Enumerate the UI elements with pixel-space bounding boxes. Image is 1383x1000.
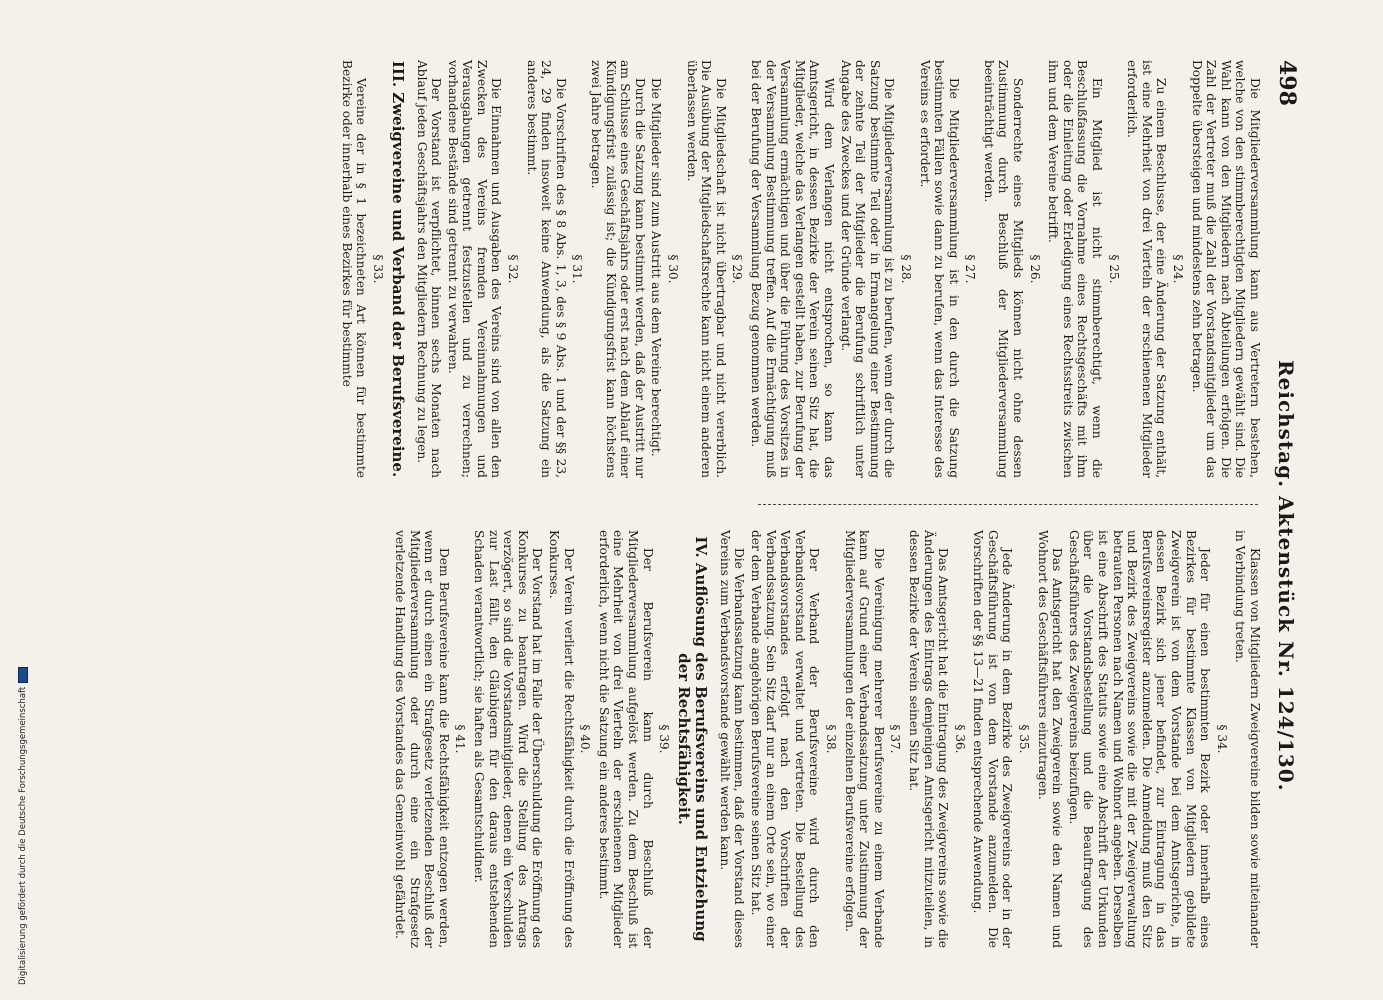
section-heading: § 27. bbox=[963, 254, 978, 284]
section-heading: § 29. bbox=[730, 254, 745, 284]
right-column bbox=[391, 530, 1262, 948]
paragraph: Ein Mitglied ist nicht stimmberechtigt, wenn die Beschlußfassung die Vornahme eines Rechtsgeschäfts mit ihm oder die Einleitung oder Erledigung eines Rechtsstreits zwischen ihm und dem Vereine betrifft. bbox=[1046, 60, 1105, 478]
section-heading: § 31. bbox=[570, 254, 585, 284]
paragraph: Die Mitgliederversammlung ist zu berufen, wenn der durch die Satzung bestimmte Teil oder in Ermangelung einer Bestimmung der zehnte Teil der Mitglieder die Berufung schriftlich unter Angabe des Zweckes und der Gründe verlangt. bbox=[838, 60, 897, 478]
paragraph: Die Mitgliedschaft ist nicht übertragbar und nicht vererblich. Die Ausübung der Mitgliedschaftsrechte kann nicht einem anderen überlassen werden. bbox=[684, 60, 728, 478]
section-heading: § 35. bbox=[1017, 724, 1032, 754]
section-heading: § 37. bbox=[888, 724, 903, 754]
section-heading: § 30. bbox=[666, 254, 681, 284]
paragraph: Der Verband der Berufsvereine wird durch den Verbandsvorstand verwaltet und vertreten. Die Bestellung des Verbandsvorstandes erfolgt nach den Vorschriften der Verbandssatzung. Sein Sitz darf nur an einem Orte sein, wo einer der dem Verbande angehörigen Berufsvereine seinen Sitz hat. bbox=[749, 530, 822, 948]
section-heading: § 26. bbox=[1027, 254, 1042, 284]
paragraph: Das Amtsgericht hat den Zweigverein sowie den Namen und Wohnort des Geschäftsführers einzutragen. bbox=[1035, 530, 1065, 948]
column-divider bbox=[758, 504, 1258, 505]
section-heading: § 34. bbox=[1214, 724, 1229, 754]
section-heading: § 28. bbox=[898, 254, 913, 284]
paragraph: Durch die Satzung kann bestimmt werden, daß der Austritt nur am Schlusse eines Geschäftsjahrs oder erst nach dem Ablauf einer Kündigungsfrist zulässig ist; die Kündigungsfrist kann höchstens zwei Jahre betragen. bbox=[589, 60, 647, 478]
paragraph: Die Mitgliederversammlung ist in den durch die Satzung bestimmten Fällen sowie dann zu berufen, wenn das Interesse des Vereins es erfordert. bbox=[917, 60, 961, 478]
paragraph: Der Vorstand hat im Falle der Überschuldung die Eröffnung des Konkurses zu beantragen. Wird die Stellung des Antrags verzögert, so sind die Vorstandsmitglieder, denen ein Verschulden zur Last fällt, den Gläubigern für den daraus entstehenden Schaden verantwortlich; sie haften als Gesamtschuldner. bbox=[472, 530, 545, 948]
paragraph: Jede Änderung in dem Bezirke des Zweigvereins oder in der Geschäftsführung ist von dem Vorstande anzumelden. Die Vorschriften der §§ 13—21 finden entsprechende Anwendung. bbox=[971, 530, 1015, 948]
paragraph: Der Verein verliert die Rechtsfähigkeit durch die Eröffnung des Konkurses. bbox=[547, 530, 576, 948]
page-number: 498 bbox=[1274, 60, 1300, 106]
paragraph: Der Berufsverein kann durch Beschluß der Mitgliederversammlung aufgelöst werden. Zu dem Beschluß ist eine Mehrheit von drei Vierteln der erschienenen Mitglieder erforderlich, wenn nicht die Satzung ein anderes bestimmt. bbox=[596, 530, 655, 948]
left-column bbox=[337, 60, 1262, 478]
paragraph: Vereine der in § 1 bezeichneten Art können für bestimmte Bezirke oder innerhalb eines Bezirkes für bestimmte bbox=[339, 60, 369, 478]
paragraph: Wird dem Verlangen nicht entsprochen, so kann das Amtsgericht, in dessen Bezirke der Verein seinen Sitz hat, die Mitglieder, welche das Verlangen gestellt haben, zur Berufung der Versammlung ermächtigen und über die Führung des Vorsitzes in der Versammlung Bestimmung treffen. Auf die Ermächtigung muß bei der Berufung der Versammlung Bezug genommen werden. bbox=[749, 60, 836, 478]
section-heading: § 39. bbox=[657, 724, 672, 754]
paragraph: Das Amtsgericht hat die Eintragung des Zweigvereins sowie die Änderungen des Eintrags demjenigen Amtsgericht mitzuteilen, in dessen Bezirke der Verein seinen Sitz hat. bbox=[906, 530, 951, 948]
section-heading: § 32. bbox=[506, 254, 521, 284]
paragraph: Jeder für einen bestimmten Bezirk oder innerhalb eines Bezirkes für bestimmte Klassen von Mitgliedern gebildete Zweigverein ist von dem Vorstande bei dem Amtsgerichte, in dessen Bezirk sich jener befindet, zur Eintragung in das Berufsvereinsregister anzumelden. Die Anmeldung muß den Sitz und Bezirk des Zweigvereins sowie die mit der Zweigverwaltung betrauten Personen nach Namen und Wohnort angeben. Derselben ist eine Abschrift des Statuts sowie eine Abschrift der Urkunden über die Vorstandsbestellung und die Beauftragung des Geschäftsführers des Zweigvereins beizufügen. bbox=[1066, 530, 1213, 948]
page-title: Reichstag. Aktenstück Nr. 124/130. bbox=[1274, 360, 1298, 792]
paragraph: Die Einnahmen und Ausgaben des Vereins sind von allen den Zwecken des Vereins fremden Vereinnahmungen und Verausgabungen getrennt festzustellen und zu verrechnen; vorhandene Bestände sind getrennt zu verwahren. bbox=[445, 60, 504, 478]
section-heading: § 36. bbox=[952, 724, 967, 754]
dfg-logo-icon bbox=[18, 667, 28, 683]
page-header bbox=[1268, 60, 1306, 970]
digitization-note-text: Digitalisierung gefördert durch die Deutsche Forschungsgemeinschaft bbox=[18, 686, 28, 985]
document-page bbox=[66, 60, 1306, 970]
section-heading: § 40. bbox=[578, 724, 593, 754]
section-heading: § 38. bbox=[823, 724, 838, 754]
section-heading: § 41. bbox=[453, 724, 468, 754]
paragraph: Die Mitglieder sind zum Austritt aus dem Vereine berechtigt. bbox=[649, 78, 664, 457]
paragraph: Sonderrechte eines Mitglieds können nicht ohne dessen Zustimmung durch Beschluß der Mitgliederversammlung beeinträchtigt werden. bbox=[981, 60, 1026, 478]
digitization-note bbox=[18, 667, 28, 985]
section-heading: § 25. bbox=[1106, 254, 1121, 284]
part-heading: IV. Auflösung des Berufsvereins und Entziehung der Rechtsfähigkeit. bbox=[675, 536, 711, 942]
paragraph: Klassen von Mitgliedern Zweigvereine bilden sowie miteinander in Verbindung treten. bbox=[1233, 530, 1262, 948]
section-heading: § 33. bbox=[370, 254, 385, 284]
part-heading: III. Zweigvereine und Verband der Berufsvereine. bbox=[388, 60, 407, 478]
paragraph: Die Verbandssatzung kann bestimmen, daß der Vorstand dieses Vereins zum Verbandsvorstande gewählt werden kann. bbox=[717, 530, 747, 948]
paragraph: Dem Berufsvereine kann die Rechtsfähigkeit entzogen werden, wenn er durch einen ein Strafgesetz verletzenden Beschluß der Mitgliederversammlung oder durch eine ein Strafgesetz verletzende Handlung des Vorstandes das Gemeinwohl gefährdet. bbox=[393, 530, 451, 948]
section-heading: § 24. bbox=[1171, 254, 1186, 284]
paragraph: Zu einem Beschlusse, der eine Änderung der Satzung enthält, ist eine Mehrheit von drei Vierteln der erschienenen Mitglieder erforderlich. bbox=[1125, 60, 1169, 478]
paragraph: Die Mitgliederversammlung kann aus Vertretern bestehen, welche von den stimmberechtigten Mitgliedern gewählt sind. Die Wahl kann von den Mitgliedern nach Abteilungen erfolgen. Die Zahl der Vertreter muß die Zahl der Vorstandsmitglieder um das Doppelte übersteigen und mindestens zehn betragen. bbox=[1189, 60, 1262, 478]
paragraph: Die Vereinigung mehrerer Berufsvereine zu einem Verbande kann auf Grund einer Verbandssatzung unter Zustimmung der Mitgliederversammlungen der einzelnen Berufsvereine erfolgen. bbox=[842, 530, 886, 948]
paragraph: Die Vorschriften des § 8 Abs. 1, 3, des § 9 Abs. 1 und der §§ 23, 24, 29 finden insoweit keine Anwendung, als die Satzung ein anderes bestimmt. bbox=[524, 60, 568, 478]
paragraph: Der Vorstand ist verpflichtet, binnen sechs Monaten nach Ablauf jeden Geschäftsjahrs den Mitgliedern Rechnung zu legen. bbox=[414, 60, 444, 478]
